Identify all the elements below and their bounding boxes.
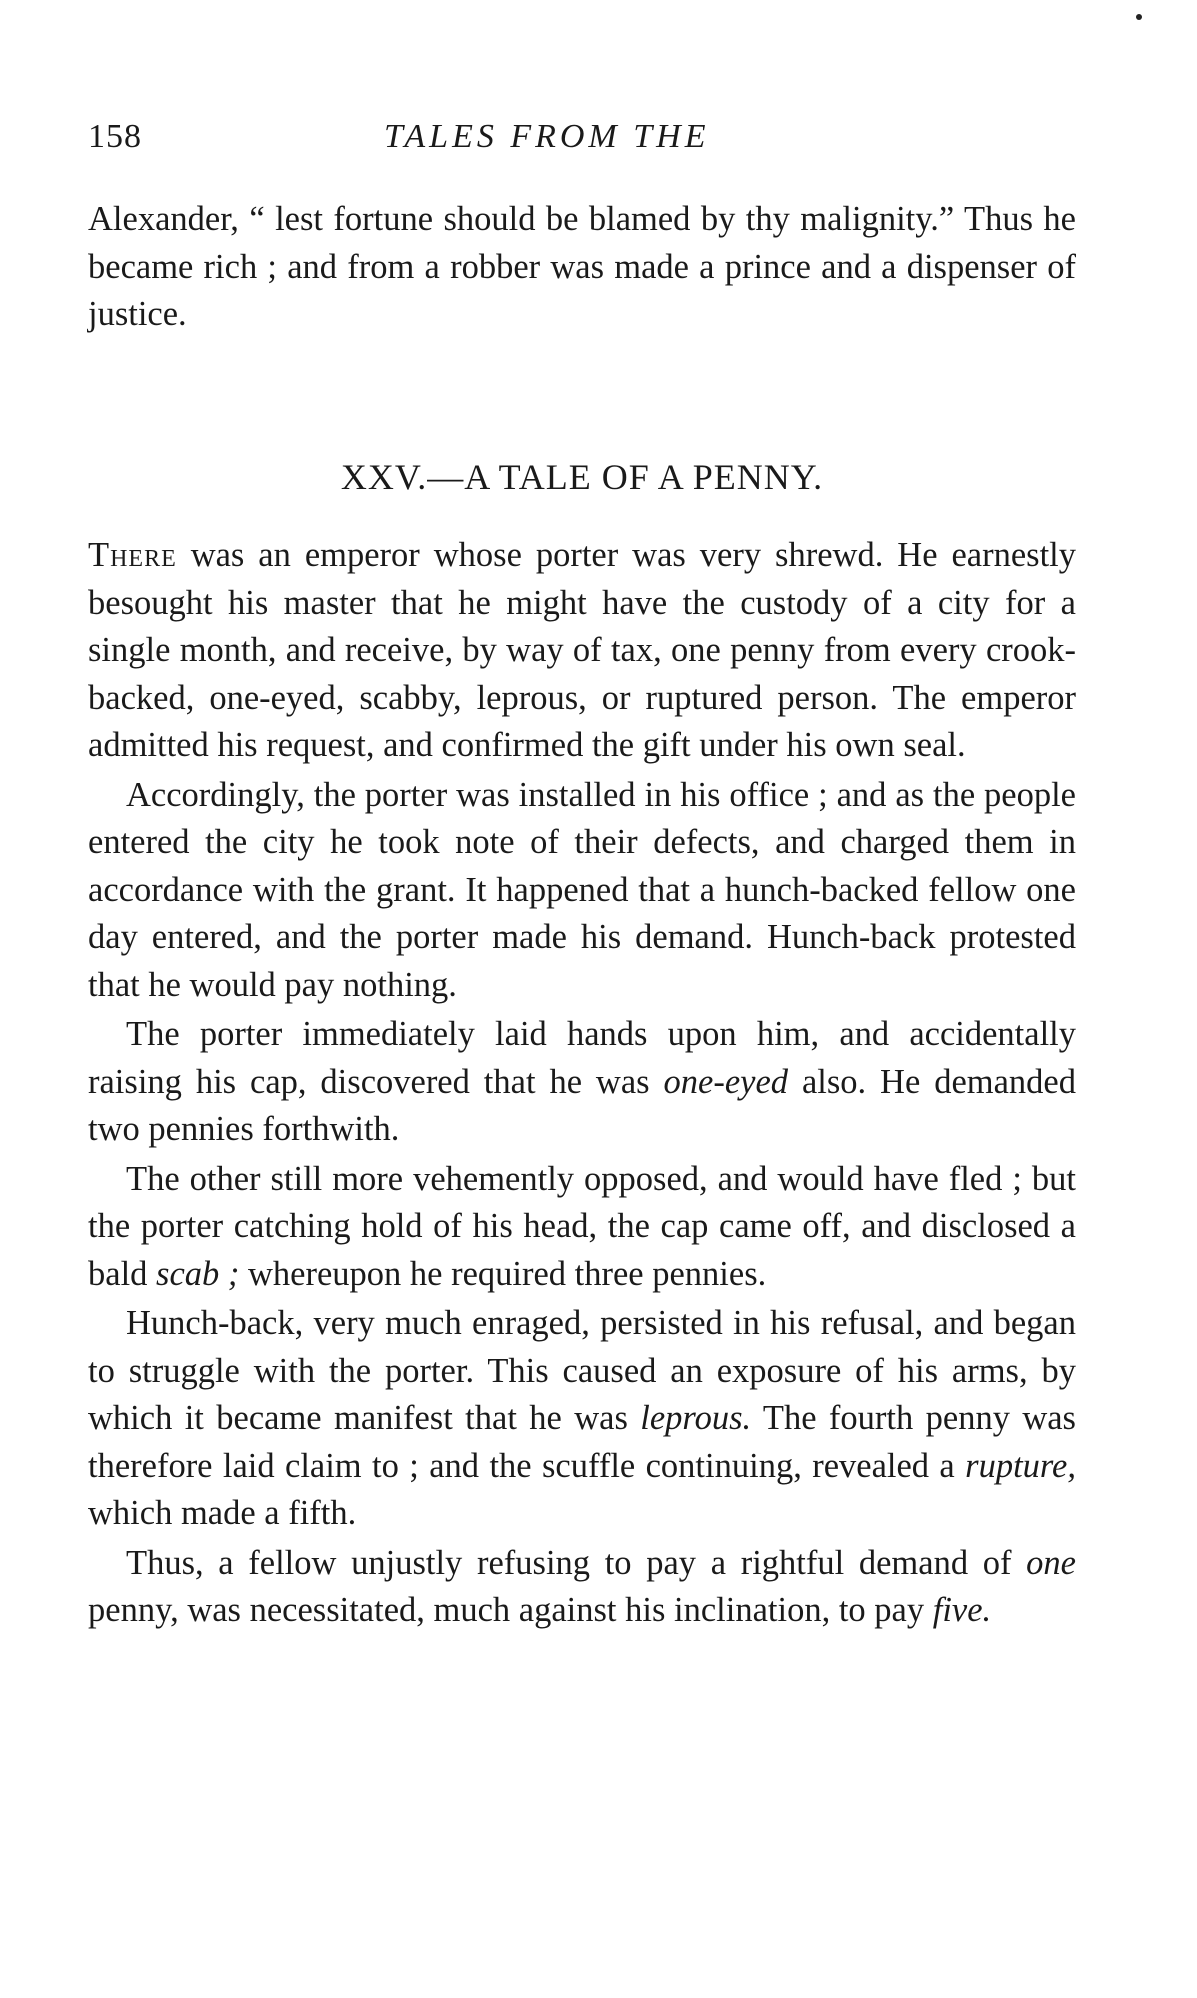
paragraph-4-emphasis: scab ;: [156, 1254, 240, 1293]
paragraph-5: [88, 1300, 1076, 1538]
running-title: TALES FROM THE: [384, 118, 710, 155]
paragraph-4-text-a: The other still more vehemently opposed, and would have fled ; but the porter catching hold of his head, the cap came off, and disclosed a bald: [88, 1159, 1076, 1293]
ink-speck: [1136, 14, 1142, 20]
paragraph-4-text-b: whereupon he required three pennies.: [239, 1254, 767, 1293]
paragraph-6-emphasis-1: one: [1026, 1543, 1076, 1582]
paragraph-1-text: was an emperor whose porter was very shrewd. He earnestly besought his master that he might have the custody of a city for a single month, and receive, by way of tax, one penny from every crook-backed, one-eyed, scabby, leprous, or ruptured person. The emperor admitted his request, and confirmed the gift under his own seal.: [88, 536, 1076, 764]
paragraph-3-emphasis: one-eyed: [663, 1062, 789, 1101]
paragraph-1: [88, 532, 1076, 770]
paragraph-6-text-b: penny, was necessitated, much against his inclination, to pay: [88, 1591, 933, 1629]
paragraph-5-text-c: which made a fifth.: [88, 1494, 357, 1532]
paragraph-4: [88, 1156, 1076, 1299]
paragraph-5-emphasis-1: leprous.: [640, 1399, 752, 1437]
paragraph-3-text-a: The porter immediately laid hands upon him, and accidentally raising his cap, discovered that he was: [88, 1015, 1076, 1101]
paragraph-3-text-b: also. He demanded two pennies forthwith.: [88, 1062, 1076, 1148]
story-body: [88, 532, 1076, 1635]
paragraph-5-text-b: The fourth penny was therefore laid claim to ; and the scuffle continuing, revealed a: [88, 1399, 1076, 1485]
running-head: [88, 118, 1088, 168]
paragraph-5-emphasis-2: rupture,: [965, 1446, 1076, 1485]
paragraph-3: [88, 1011, 1076, 1154]
paragraph-5-text-a: Hunch-back, very much enraged, persisted in his refusal, and began to struggle with the porter. This caused an exposure of his arms, by which it became manifest that he was: [88, 1304, 1076, 1437]
page-number: 158: [88, 118, 142, 155]
paragraph-6: [88, 1540, 1076, 1635]
intro-paragraph: Alexander, “ lest fortune should be blamed by thy malignity.” Thus he became rich ; and from a robber was made a prince and a dispenser of justice.: [88, 200, 1076, 333]
paragraph-2: Accordingly, the porter was installed in his office ; and as the people entered the city he took note of their defects, and charged them in accordance with the grant. It happened that a hunch-backed fellow one day entered, and the porter made his demand. Hunch-back protested that he would pay nothing.: [88, 775, 1076, 1004]
paragraph-6-emphasis-2: five.: [932, 1591, 992, 1629]
chapter-title: XXV.—A TALE OF A PENNY.: [340, 457, 824, 497]
paragraph-1-lead: There: [88, 536, 177, 574]
paragraph-6-text-a: Thus, a fellow unjustly refusing to pay a rightful demand of: [126, 1543, 1027, 1582]
intro-paragraph-block: [88, 196, 1076, 339]
